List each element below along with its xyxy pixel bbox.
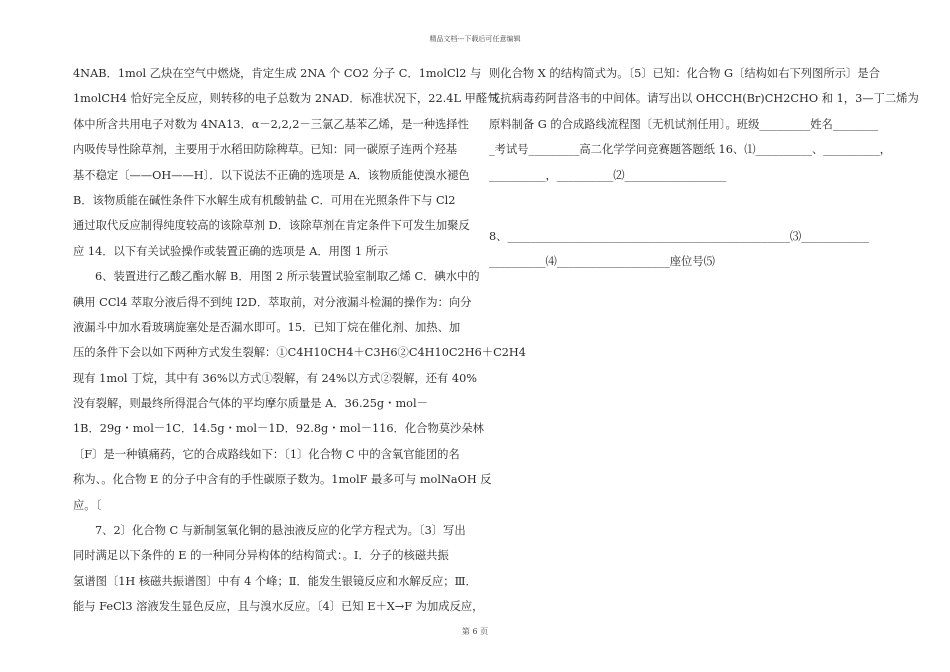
- answer-blank-line: __________⑷____________________座位号⑸: [489, 255, 715, 269]
- text-line: 氢谱图〔1H 核磁共振谱图〕中有 4 个峰；Ⅱ．能发生银镜反应和水解反应；Ⅲ．: [73, 574, 477, 588]
- text-line: 体中所含共用电子对数为 4NA13．α－2,2,2－三氯乙基苯乙烯，是一种选择性: [73, 117, 469, 131]
- text-line: 称为、。化合物 E 的分子中含有的手性碳原子数为。1molF 最多可与 molNaOH 反: [73, 473, 492, 487]
- text-line: 碘用 CCl4 萃取分液后得不到纯 I2D．萃取前，对分液漏斗检漏的操作为：向分: [73, 295, 472, 309]
- text-line: 6、装置进行乙酸乙酯水解 B．用图 2 所示装置试验室制取乙烯 C．碘水中的: [95, 270, 480, 284]
- text-line: 内吸传导性除草剂，主要用于水稻田防除稗草。已知：同一碳原子连两个羟基: [73, 143, 458, 157]
- text-line: 液漏斗中加水看玻璃旋塞处是否漏水即可。15．已知丁烷在催化剂、加热、加: [73, 320, 461, 334]
- text-line: __________，__________⑵__________________: [489, 168, 727, 182]
- text-line: 应 14．以下有关试验操作或装置正确的选项是 A．用图 1 所示: [73, 244, 389, 258]
- right-column-bottom: [489, 224, 879, 275]
- text-line: 能与 FeCl3 溶液发生显色反应，且与溴水反应。〔4〕已知 E＋X→F 为加成反应，: [73, 600, 484, 614]
- right-column: [489, 61, 919, 275]
- left-column: [73, 61, 526, 620]
- text-line: 同时满足以下条件的 E 的一种同分异构体的结构简式：。Ⅰ．分子的核磁共振: [73, 549, 449, 563]
- text-line: 现有 1mol 丁烷，其中有 36%以方式①裂解，有 24%以方式②裂解，还有 40%: [73, 371, 478, 385]
- text-line: B．该物质能在碱性条件下水解生成有机酸钠盐 C．可用在光照条件下与 Cl2: [73, 193, 456, 207]
- text-line: 则化合物 X 的结构简式为。〔5〕已知：化合物 G〔结构如右下列图所示〕是合: [489, 67, 880, 80]
- text-line: 〔F〕是一种镇痛药，它的合成路线如下：〔1〕化合物 C 中的含氧官能团的名: [73, 447, 460, 461]
- text-line: 1molCH4 恰好完全反应，则转移的电子总数为 2NAD．标准状况下，22.4L 甲醛气: [73, 92, 499, 106]
- text-line: 1B．29g・mol－1C．14.5g・mol－1D．92.8g・mol－116．化合物莫沙朵林: [73, 422, 484, 436]
- right-column-top: [489, 61, 919, 188]
- text-line: 基不稳定〔——OH——H〕．以下说法不正确的选项是 A．该物质能使溴水褪色: [73, 168, 470, 182]
- text-line: _考试号_________高二化学学问竞赛题答题纸 16、⑴__________、__________，: [489, 143, 892, 157]
- text-line: 4NAB．1mol 乙炔在空气中燃烧，肯定生成 2NA 个 CO2 分子 C．1molCl2 与: [73, 67, 482, 80]
- text-line: 成抗病毒药阿昔洛韦的中间体。请写出以 OHCCH(Br)CH2CHO 和 1，3—丁二烯为: [489, 92, 919, 106]
- text-line: 通过取代反应制得纯度较高的该除草剂 D．该除草剂在肯定条件下可发生加聚反: [73, 219, 470, 233]
- text-line: 7、2〕化合物 C 与新制氢氧化铜的悬浊液反应的化学方程式为。〔3〕写出: [95, 524, 466, 538]
- blank-gap: [489, 188, 879, 224]
- text-line: 原料制备 G 的合成路线流程图〔无机试剂任用〕。班级_________姓名________: [489, 117, 879, 131]
- page-footer: 第 6 页: [461, 627, 489, 636]
- answer-blank-line: 8、__________________________________________________⑶____________: [489, 229, 869, 243]
- text-line: 压的条件下会以如下两种方式发生裂解：①C4H10CH4＋C3H6②C4H10C2H6＋C2H4: [73, 346, 526, 360]
- text-line: 没有裂解，则最终所得混合气体的平均摩尔质量是 A．36.25g・mol－: [73, 397, 428, 411]
- page-header: 精品文档---下载后可任意编辑: [429, 35, 521, 43]
- text-line: 应。〔: [73, 498, 102, 512]
